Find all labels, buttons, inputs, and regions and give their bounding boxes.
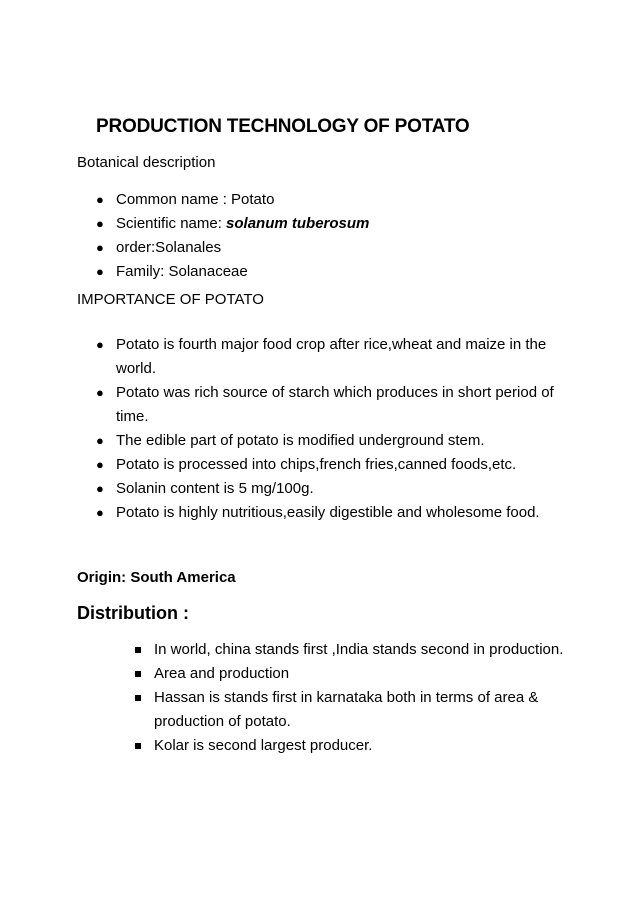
scientific-label: Scientific name: — [116, 215, 227, 232]
order: order:Solanales — [116, 239, 222, 256]
list-item — [154, 638, 574, 662]
bullet-icon: ● — [96, 240, 104, 255]
bullet-icon: ● — [96, 433, 104, 448]
bullet-icon: ● — [96, 385, 104, 400]
distribution-item: Hassan is stands first in karnataka both in terms of area & production of potato. — [154, 689, 539, 730]
importance-item: Potato is highly nutritious,easily digestible and wholesome food. — [116, 504, 540, 521]
list-item — [96, 501, 576, 525]
distribution-item: Area and production — [154, 665, 290, 682]
square-bullet-icon — [135, 647, 141, 653]
square-bullet-icon — [135, 743, 141, 749]
bullet-icon: ● — [96, 505, 104, 520]
scientific-value: solanum tuberosum — [226, 215, 370, 232]
square-bullet-icon — [135, 695, 141, 701]
distribution-list — [154, 638, 574, 758]
bullet-icon: ● — [96, 192, 104, 207]
bullet-icon: ● — [96, 337, 104, 352]
bullet-icon: ● — [96, 457, 104, 472]
bullet-icon: ● — [96, 264, 104, 279]
importance-list — [96, 333, 576, 525]
importance-item: Potato is processed into chips,french fries,canned foods,etc. — [116, 456, 517, 473]
botanical-heading: Botanical description — [77, 154, 216, 171]
importance-heading: IMPORTANCE OF POTATO — [77, 291, 264, 308]
bullet-icon: ● — [96, 481, 104, 496]
distribution-item: Kolar is second largest producer. — [154, 737, 373, 754]
list-item — [96, 477, 576, 501]
document-title: PRODUCTION TECHNOLOGY OF POTATO — [96, 116, 470, 137]
list-item — [96, 212, 576, 236]
list-item — [96, 429, 576, 453]
list-item — [154, 686, 574, 734]
importance-item: Potato is fourth major food crop after rice,wheat and maize in the world. — [116, 336, 547, 377]
origin: Origin: South America — [77, 569, 236, 586]
bullet-icon: ● — [96, 216, 104, 231]
distribution-heading: Distribution : — [77, 603, 189, 623]
botanical-list — [96, 188, 576, 284]
list-item — [154, 734, 574, 758]
list-item — [154, 662, 574, 686]
importance-item: Potato was rich source of starch which produces in short period of time. — [116, 384, 554, 425]
list-item — [96, 236, 576, 260]
list-item — [96, 333, 576, 381]
square-bullet-icon — [135, 671, 141, 677]
distribution-item: In world, china stands first ,India stands second in production. — [154, 641, 564, 658]
list-item — [96, 188, 576, 212]
importance-item: The edible part of potato is modified underground stem. — [116, 432, 485, 449]
list-item — [96, 381, 576, 429]
family: Family: Solanaceae — [116, 263, 248, 280]
importance-item: Solanin content is 5 mg/100g. — [116, 480, 314, 497]
list-item — [96, 453, 576, 477]
common-name: Common name : Potato — [116, 191, 275, 208]
list-item — [96, 260, 576, 284]
